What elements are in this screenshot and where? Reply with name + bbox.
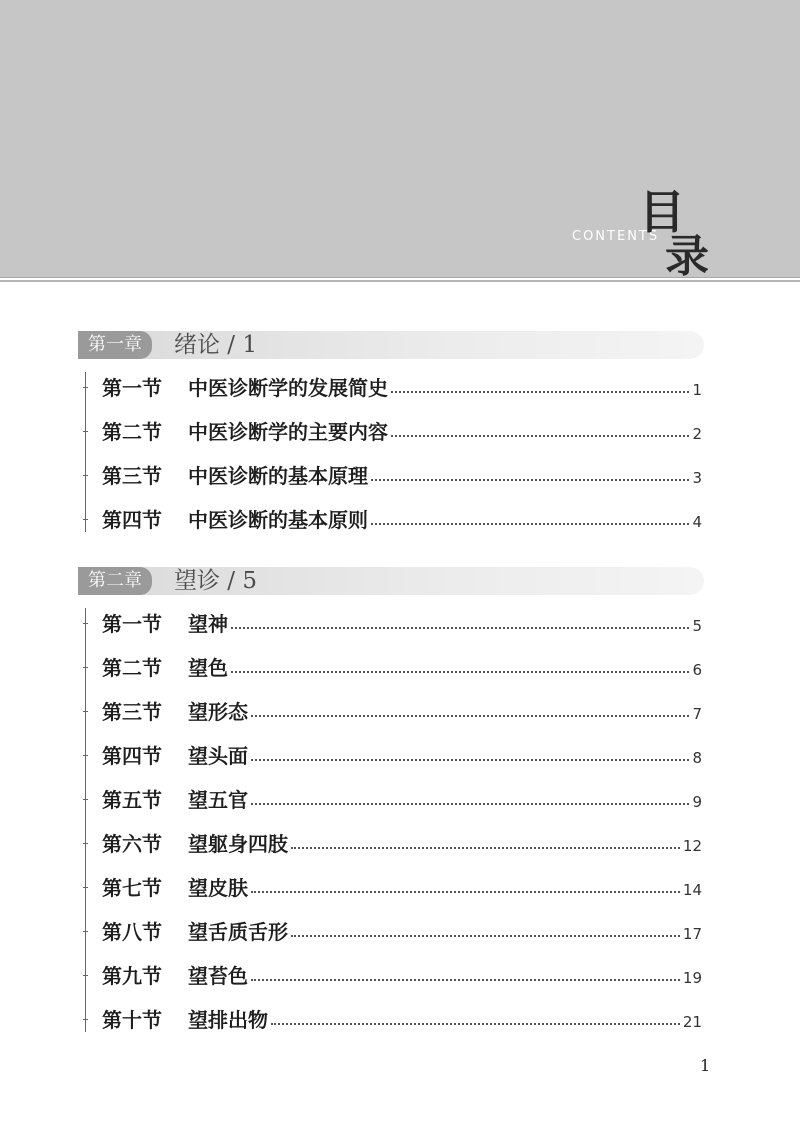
section-number: 第三节 — [102, 464, 162, 488]
entry-tick — [83, 667, 88, 668]
dot-leader — [231, 626, 689, 629]
section-title: 望皮肤 — [188, 876, 248, 900]
section-title: 望排出物 — [188, 1008, 268, 1032]
dot-leader — [251, 978, 680, 981]
page-number: 14 — [682, 881, 702, 899]
chapter-number: 第二章 — [78, 567, 152, 595]
entry-tick — [83, 431, 88, 432]
toc-entry[interactable] — [102, 504, 702, 534]
page-number: 12 — [682, 837, 702, 855]
chapter-title: 绪论 / 1 — [174, 332, 258, 358]
page-number: 9 — [692, 793, 702, 811]
section-title: 望苔色 — [188, 964, 248, 988]
section-title: 望形态 — [188, 700, 248, 724]
section-number: 第二节 — [102, 420, 162, 444]
section-number: 第六节 — [102, 832, 162, 856]
page-number: 19 — [682, 969, 702, 987]
page-number: 7 — [692, 705, 702, 723]
page-number: 21 — [682, 1013, 702, 1031]
entry-tick — [83, 519, 88, 520]
dot-leader — [251, 890, 680, 893]
page-number: 1 — [692, 381, 702, 399]
page-number: 5 — [692, 617, 702, 635]
entry-tick — [83, 711, 88, 712]
section-title: 望神 — [188, 612, 228, 636]
entry-tick — [83, 975, 88, 976]
contents-label: CONTENTS — [572, 229, 660, 244]
section-title: 望五官 — [188, 788, 248, 812]
dot-leader — [231, 670, 689, 673]
chapter-heading[interactable] — [78, 331, 704, 359]
section-title: 中医诊断学的主要内容 — [188, 420, 388, 444]
chapter-bar — [78, 331, 704, 359]
section-number: 第四节 — [102, 744, 162, 768]
toc-entry[interactable] — [102, 916, 702, 946]
entry-tick — [83, 931, 88, 932]
entry-tick — [83, 387, 88, 388]
section-title: 中医诊断学的发展简史 — [188, 376, 388, 400]
page-number: 2 — [692, 425, 702, 443]
page-number: 3 — [692, 469, 702, 487]
toc-entry[interactable] — [102, 460, 702, 490]
toc-entry[interactable] — [102, 828, 702, 858]
section-title: 望色 — [188, 656, 228, 680]
dot-leader — [371, 522, 689, 525]
entry-tick — [83, 475, 88, 476]
section-title: 望头面 — [188, 744, 248, 768]
section-number: 第五节 — [102, 788, 162, 812]
entry-tick — [83, 887, 88, 888]
entry-tick — [83, 843, 88, 844]
entry-tick — [83, 755, 88, 756]
dot-leader — [391, 434, 689, 437]
page-number: 17 — [682, 925, 702, 943]
toc-entry[interactable] — [102, 740, 702, 770]
entry-tick — [83, 799, 88, 800]
section-title: 中医诊断的基本原理 — [188, 464, 368, 488]
toc-entry[interactable] — [102, 696, 702, 726]
section-number: 第二节 — [102, 656, 162, 680]
dot-leader — [271, 1022, 680, 1025]
toc-entry[interactable] — [102, 784, 702, 814]
chapter-title: 望诊 / 5 — [174, 568, 258, 594]
section-title: 中医诊断的基本原则 — [188, 508, 368, 532]
dot-leader — [251, 714, 689, 717]
toc-entry[interactable] — [102, 608, 702, 638]
chapter-number: 第一章 — [78, 331, 152, 359]
section-number: 第十节 — [102, 1008, 162, 1032]
section-number: 第一节 — [102, 376, 162, 400]
dot-leader — [251, 758, 689, 761]
mulu-char-1: 目 — [639, 185, 685, 239]
toc-entry[interactable] — [102, 652, 702, 682]
entry-tick — [83, 623, 88, 624]
dot-leader — [291, 934, 680, 937]
page-number: 6 — [692, 661, 702, 679]
dot-leader — [391, 390, 689, 393]
chapter-bar — [78, 567, 704, 595]
toc-entry[interactable] — [102, 1004, 702, 1034]
section-number: 第四节 — [102, 508, 162, 532]
section-title: 望躯身四肢 — [188, 832, 288, 856]
page-folio: 1 — [700, 1056, 711, 1075]
toc-entry[interactable] — [102, 960, 702, 990]
dot-leader — [251, 802, 689, 805]
section-number: 第八节 — [102, 920, 162, 944]
section-number: 第七节 — [102, 876, 162, 900]
toc-entry[interactable] — [102, 416, 702, 446]
dot-leader — [371, 478, 689, 481]
chapter-heading[interactable] — [78, 567, 704, 595]
section-number: 第一节 — [102, 612, 162, 636]
section-number: 第九节 — [102, 964, 162, 988]
dot-leader — [291, 846, 680, 849]
page-number: 4 — [692, 513, 702, 531]
mulu-char-2: 录 — [665, 231, 709, 282]
page-number: 8 — [692, 749, 702, 767]
chapter-rule — [85, 372, 86, 532]
section-number: 第三节 — [102, 700, 162, 724]
entry-tick — [83, 1019, 88, 1020]
toc-entry[interactable] — [102, 372, 702, 402]
toc-entry[interactable] — [102, 872, 702, 902]
section-title: 望舌质舌形 — [188, 920, 288, 944]
chapter-rule — [85, 608, 86, 1032]
